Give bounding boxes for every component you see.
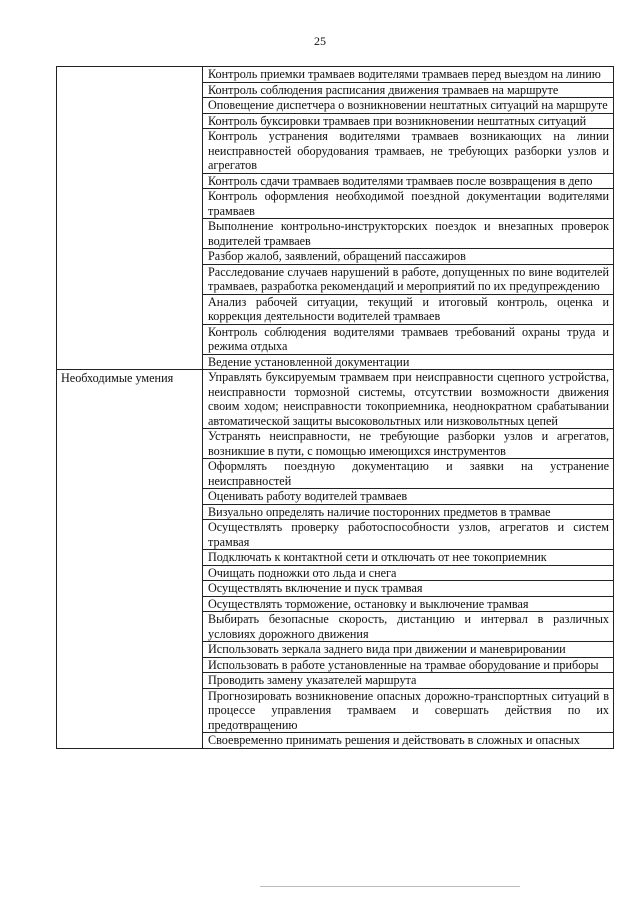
list-item: Осуществлять проверку работоспособности узлов, агрегатов и систем трамвая — [203, 520, 613, 550]
list-item: Подключать к контактной сети и отключать от нее токоприемник — [203, 550, 613, 566]
list-item: Управлять буксируемым трамваем при неисправности сцепного устройства, неисправности тормозной системы, отсутствии возможности движения своим ходом; неисправности токоприемника, неоднократном срабатывании автоматической защиты высоковольтных или низковольтных цепей — [203, 370, 613, 429]
list-item: Контроль устранения водителями трамваев возникающих на линии неисправностей оборудования трамваев, не требующих разборки узлов и агрегатов — [203, 129, 613, 174]
list-item: Контроль соблюдения расписания движения трамваев на маршруте — [203, 83, 613, 99]
items-cell — [203, 370, 614, 749]
list-item: Визуально определять наличие посторонних предметов в трамвае — [203, 505, 613, 521]
list-item: Контроль буксировки трамваев при возникновении нештатных ситуаций — [203, 114, 613, 130]
list-item: Использовать зеркала заднего вида при движении и маневрировании — [203, 642, 613, 658]
category-cell — [57, 67, 203, 370]
page-number: 25 — [314, 34, 326, 48]
list-item: Оформлять поездную документацию и заявки на устранение неисправностей — [203, 459, 613, 489]
list-item: Устранять неисправности, не требующие разборки узлов и агрегатов, возникшие в пути, с помощью имеющихся инструментов — [203, 429, 613, 459]
list-item: Контроль сдачи трамваев водителями трамваев после возвращения в депо — [203, 174, 613, 190]
list-item: Осуществлять торможение, остановку и выключение трамвая — [203, 597, 613, 613]
category-label: Необходимые умения — [61, 371, 174, 385]
list-item: Разбор жалоб, заявлений, обращений пассажиров — [203, 249, 613, 265]
list-item: Анализ рабочей ситуации, текущий и итоговый контроль, оценка и коррекция деятельности водителей трамваев — [203, 295, 613, 325]
table-row — [57, 67, 614, 370]
list-item: Осуществлять включение и пуск трамвая — [203, 581, 613, 597]
requirements-table — [56, 66, 614, 749]
list-item: Расследование случаев нарушений в работе, допущенных по вине водителей трамваев, разработка рекомендаций и мероприятий по их предупреждению — [203, 265, 613, 295]
list-item: Прогнозировать возникновение опасных дорожно-транспортных ситуаций в процессе управления трамваем и совершать действия по их предотвращению — [203, 689, 613, 734]
list-item: Выбирать безопасные скорость, дистанцию и интервал в различных условиях дорожного движения — [203, 612, 613, 642]
items-cell — [203, 67, 614, 370]
list-item: Оповещение диспетчера о возникновении нештатных ситуаций на маршруте — [203, 98, 613, 114]
list-item: Выполнение контрольно-инструкторских поездок и внезапных проверок водителей трамваев — [203, 219, 613, 249]
list-item: Очищать подножки ото льда и снега — [203, 566, 613, 582]
list-item: Использовать в работе установленные на трамвае оборудование и приборы — [203, 658, 613, 674]
list-item: Контроль оформления необходимой поездной документации водителями трамваев — [203, 189, 613, 219]
page-bottom-rule — [260, 886, 520, 887]
table-row — [57, 370, 614, 749]
list-item: Оценивать работу водителей трамваев — [203, 489, 613, 505]
list-item: Контроль приемки трамваев водителями трамваев перед выездом на линию — [203, 67, 613, 83]
list-item: Своевременно принимать решения и действовать в сложных и опасных — [208, 733, 580, 747]
category-cell — [57, 370, 203, 749]
list-item: Ведение установленной документации — [208, 354, 410, 369]
category-label — [57, 67, 202, 69]
table-body — [57, 67, 614, 749]
list-item: Проводить замену указателей маршрута — [203, 673, 613, 689]
list-item: Контроль соблюдения водителями трамваев требований охраны труда и режима отдыха — [203, 325, 613, 355]
